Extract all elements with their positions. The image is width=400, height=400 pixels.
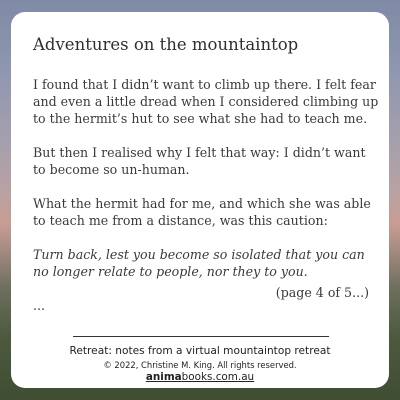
footer [11, 345, 389, 384]
paragraph-3: What the hermit had for me, and which she was able to teach me from a distance, was this caution: [33, 196, 371, 228]
paragraph-1: I found that I didn’t want to climb up there. I felt fear and even a little dread when I considered climbing up to the hermit’s hut to see what she had to teach me. [33, 77, 379, 126]
content-card [11, 12, 389, 388]
website-link-rest: books.com.au [181, 371, 255, 383]
page-indicator: (page 4 of 5...) [275, 285, 369, 300]
website-link-container [11, 371, 389, 384]
card-title: Adventures on the mountaintop [33, 35, 299, 54]
copyright-notice: © 2022, Christine M. King. All rights reserved. [103, 360, 297, 370]
ellipsis: ... [33, 298, 46, 313]
hermit-quote: Turn back, lest you become so isolated that you can no longer relate to people, nor they to you. [33, 247, 365, 279]
website-link[interactable] [146, 371, 254, 383]
paragraph-2: But then I realised why I felt that way: I didn’t want to become so un-human. [33, 145, 366, 177]
series-title: Retreat: notes from a virtual mountaintop retreat [69, 345, 331, 357]
footer-divider [73, 336, 329, 337]
website-link-bold: anima [145, 371, 182, 383]
